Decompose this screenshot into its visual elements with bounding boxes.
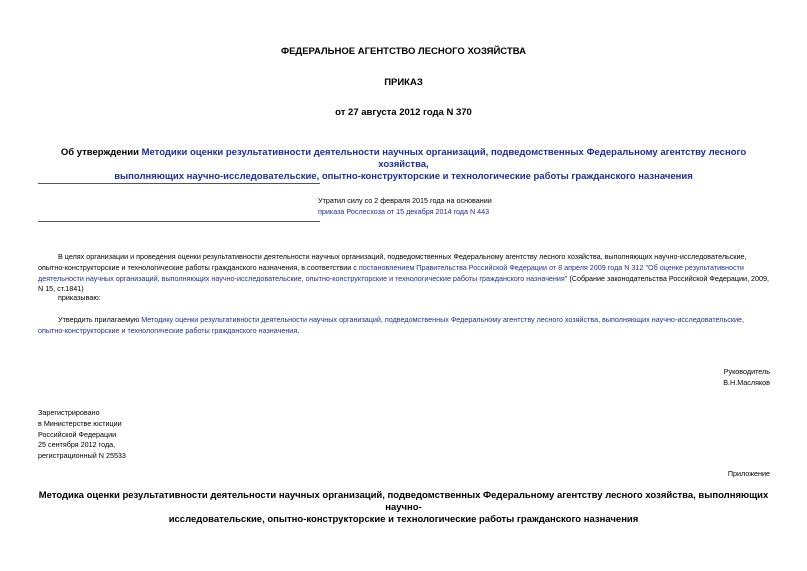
doc-type: ПРИКАЗ [384, 77, 423, 88]
title-link-line2[interactable]: выполняющих научно-исследовательские, опытно-конструкторские и технологические работы гражданского назначения [114, 171, 693, 182]
approve-period: . [297, 325, 300, 335]
paragraph-preamble [38, 252, 770, 295]
signature-block [723, 367, 770, 389]
preamble-source: (Собрание законодательства Российской Федерации, 2009, N 15, ст.1841) [38, 273, 770, 294]
appendix-title-line1: Методика оценки результативности деятельности научных организаций, подведомственных Федеральному агентству лесного хозяйства, выполняющих научно- [38, 490, 769, 513]
registration-line5: регистрационный N 25533 [38, 451, 126, 461]
title-link[interactable] [114, 147, 746, 182]
methodology-link[interactable]: Методику оценки результативности деятельности научных организаций, подведомственных Федеральному агентству лесного хозяйства, выполняющих научно-исследовательские, опытно-конструкторские и технологические работы гражданского назначения [38, 315, 744, 335]
status-note [318, 196, 648, 218]
decree-312-link[interactable]: постановлением Правительства Российской Федерации от 8 апреля 2009 года N 312 "Об оценке результативности деятельности научных организаций, выполняющих научно-исследовательские, опытно-конструкторские и технологические работы гражданского назначения" [38, 262, 744, 283]
registration-block [38, 408, 126, 462]
registration-line2: в Министерстве юстиции [38, 418, 122, 428]
registration-line3: Российской Федерации [38, 429, 117, 439]
signature-name: В.Н.Масляков [723, 377, 770, 387]
paragraph-approve [38, 315, 770, 337]
signature-position: Руководитель [723, 367, 770, 376]
title-link-line1[interactable]: Методики оценки результативности деятельности научных организаций, подведомственных Федеральному агентству лесного хозяйства, [141, 147, 747, 170]
appendix-title [30, 490, 777, 526]
status-note-link[interactable]: приказа Рослесхоза от 15 декабря 2014 года N 443 [318, 206, 490, 216]
preamble-text: В целях организации и проведения оценки результативности деятельности научных организаций, подведомственных Федеральному агентству лесного хозяйства, выполняющих научно-исследовательские, опытно-конструкторские и технологические работы гражданского назначения, в соответствии с [38, 252, 747, 272]
agency-name: ФЕДЕРАЛЬНОЕ АГЕНТСТВО ЛЕСНОГО ХОЗЯЙСТВА [280, 46, 526, 57]
doc-date-number: от 27 августа 2012 года N 370 [335, 107, 472, 118]
registration-line1: Зарегистрировано [38, 408, 100, 417]
registration-line4: 25 сентября 2012 года, [38, 440, 116, 450]
paragraph-order: приказываю: [58, 293, 101, 302]
separator-rule-bottom [38, 221, 320, 222]
appendix-label: Приложение [727, 469, 770, 478]
appendix-title-line2: исследовательские, опытно-конструкторские и технологические работы гражданского назначения [168, 514, 639, 525]
approve-text: Утвердить прилагаемую [58, 315, 142, 324]
status-note-text: Утратил силу со 2 февраля 2015 года на основании [318, 196, 492, 205]
document-title [40, 147, 767, 183]
title-prefix: Об утверждении [60, 147, 142, 158]
separator-rule-top [38, 183, 320, 184]
